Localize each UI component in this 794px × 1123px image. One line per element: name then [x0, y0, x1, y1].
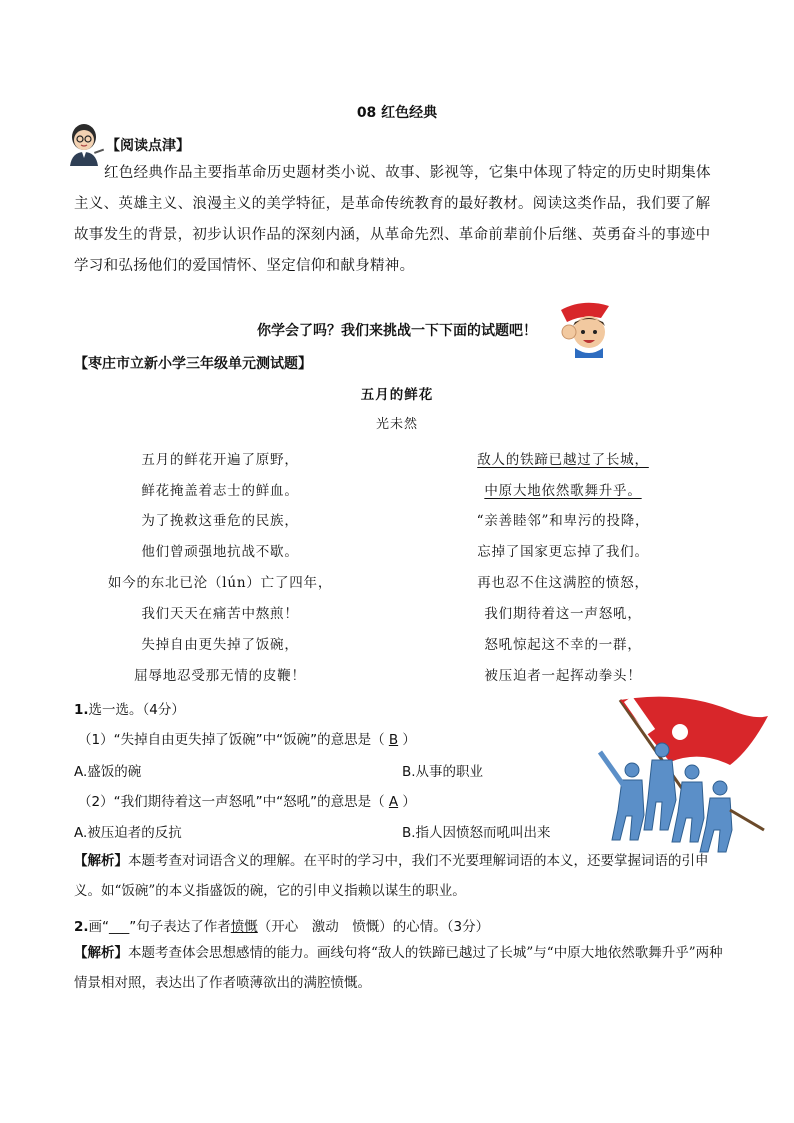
test-source: 【枣庄市立新小学三年级单元测试题】	[74, 356, 312, 372]
poem-line-right: 怒吼惊起这不幸的一群，	[484, 637, 642, 653]
answer-text: A	[388, 794, 399, 810]
poem-line-left: 鲜花掩盖着志士的鲜血。	[141, 483, 299, 499]
poem-line-right: 被压迫者一起挥动拳头！	[484, 668, 642, 684]
sub-question-text: （2）“我们期待着这一声怒吼”中“怒吼”的意思是（	[78, 794, 389, 810]
question-number: 1.	[74, 702, 89, 718]
poem-line-left: 失掉自由更失掉了饭碗，	[141, 637, 299, 653]
poem-line-right-underlined	[413, 479, 713, 499]
analysis-label: 【解析】	[74, 945, 128, 961]
poem-line-right: 忘掉了国家更忘掉了我们。	[477, 544, 649, 560]
question-2-analysis	[74, 938, 724, 998]
poem-line-left: 如今的东北已沦（lún）亡了四年，	[107, 575, 333, 591]
blank-line: ___	[109, 919, 130, 935]
red-flag-soldiers-illustration	[580, 690, 770, 860]
bracket-close: ）	[398, 794, 416, 810]
poem-line-right: “亲善睦邻”和卑污的投降，	[476, 513, 650, 529]
poem-line-right: 我们期待着这一声怒吼，	[484, 606, 642, 622]
poem-title: 五月的鲜花	[360, 387, 434, 403]
bracket-close: ）	[398, 732, 416, 748]
option-b: B.指人因愤怒而吼叫出来	[402, 825, 551, 841]
poem-line-left: 为了挽救这垂危的民族，	[141, 513, 299, 529]
analysis-text: 本题考查体会思想感情的能力。画线句将“敌人的铁蹄已越过了长城”与“中原大地依然歌舞升乎”两种情景相对照，表达出了作者喷薄欲出的满腔愤慨。	[74, 945, 723, 991]
question-number: 2.	[74, 919, 89, 935]
analysis-text: 本题考查对词语含义的理解。在平时的学习中，我们不光要理解词语的本义，还要掌握词语的引申义。如“饭碗”的本义指盛饭的碗，它的引申义指赖以谋生的职业。	[74, 853, 709, 899]
poem-line-right: 再也忍不住这满腔的愤怒，	[477, 575, 649, 591]
answer-text: 愤慨	[230, 919, 258, 935]
question-text: 选一选。（4分）	[88, 702, 185, 718]
poem-line-left: 我们天天在痛苦中熬煎！	[141, 606, 299, 622]
question-text: （开心 激动 愤慨）的心情。（3分）	[257, 919, 490, 935]
answer-text: B	[388, 732, 399, 748]
option-a: A.被压迫者的反抗	[74, 825, 182, 841]
poem-line-left: 他们曾顽强地抗战不歇。	[141, 544, 299, 560]
poem-line-right-underlined	[413, 448, 713, 468]
question-1-analysis	[74, 846, 724, 906]
poem-author: 光未然	[375, 417, 418, 432]
analysis-label: 【解析】	[74, 853, 128, 869]
sub-question-text: （1）“失掉自由更失掉了饭碗”中“饭碗”的意思是（	[78, 732, 389, 748]
reading-guide-header: 【阅读点津】	[106, 138, 190, 154]
page-title: 08 红色经典	[356, 105, 438, 121]
underlined-text: 中原大地依然歌舞升乎。	[484, 483, 642, 499]
option-a: A.盛饭的碗	[74, 764, 142, 780]
question-2	[74, 915, 489, 935]
question-text: 画“	[88, 919, 110, 935]
poem-line-left: 屈辱地忍受那无情的皮鞭！	[134, 668, 306, 684]
option-b: B.从事的职业	[402, 764, 484, 780]
cheering-boy-icon	[553, 296, 615, 358]
question-1-sub2	[78, 790, 416, 810]
question-text: ”句子表达了作者	[129, 919, 231, 935]
intro-paragraph: 红色经典作品主要指革命历史题材类小说、故事、影视等，它集中体现了特定的历史时期集体主义、英雄主义、浪漫主义的美学特征，是革命传统教育的最好教材。阅读这类作品，我们要了解故事发生的背景，初步认识作品的深刻内涵，从革命先烈、革命前辈前仆后继、英勇奋斗的事迹中学习和弘扬他们的爱国情怀、坚定信仰和献身精神。	[74, 165, 711, 274]
question-1-sub1	[78, 728, 416, 748]
challenge-line: 你学会了吗？我们来挑战一下下面的试题吧！	[257, 323, 537, 339]
poem-line-left: 五月的鲜花开遍了原野，	[141, 452, 299, 468]
underlined-text: 敌人的铁蹄已越过了长城，	[477, 452, 649, 468]
question-1-stem	[74, 698, 185, 718]
